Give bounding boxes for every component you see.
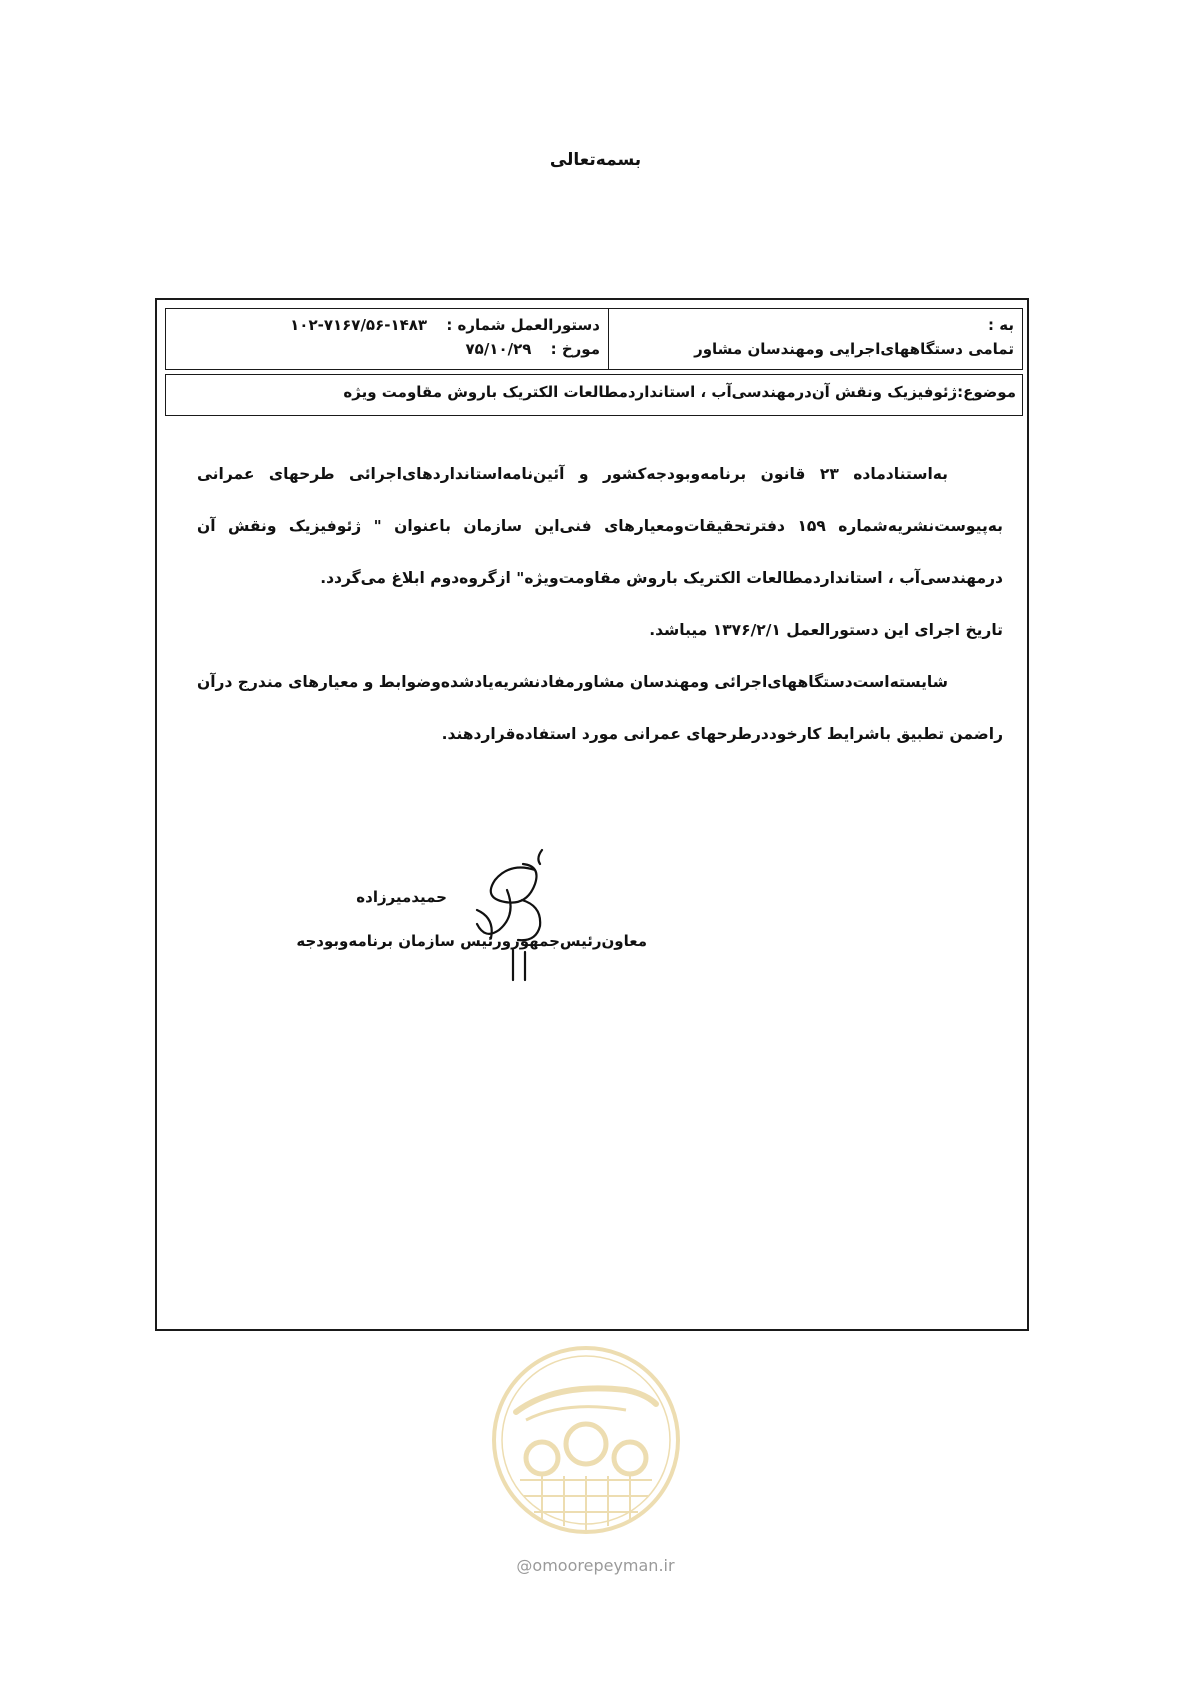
body-paragraph-2: تاریخ اجرای این دستورالعمل ۱۳۷۶/۲/۱ میباشد. xyxy=(649,621,1003,639)
letter-body xyxy=(197,448,1003,760)
signer-title: معاون‌رئیس‌جمهورورئیس سازمان برنامه‌وبودجه xyxy=(296,932,647,950)
order-number-label: دستور‌العمل شماره : xyxy=(446,316,600,334)
recipient-value: تمامی دستگاههای‌اجرایی ومهندسان مشاور xyxy=(694,340,1014,358)
recipient-cell xyxy=(608,309,1022,369)
watermark-site: @omoorepeyman.ir xyxy=(516,1556,675,1575)
body-paragraph-3: شایسته‌است‌دستگاههای‌اجرائی ومهندسان مشاورمفادنشریه‌یادشده‌وضوابط و معیارهای مندرج درآن راضمن تطبیق باشرایط کارخوددرطرحهای عمرانی مورد استفاده‌قراردهند. xyxy=(196,673,1003,743)
signature-block xyxy=(197,840,987,1000)
order-reference-cell xyxy=(166,309,608,369)
order-number-line xyxy=(172,313,600,337)
order-number-value: ۱۰۲-۷۱۶۷/۵۶-۱۴۸۳ xyxy=(290,316,428,334)
body-paragraph-1: به‌استناد‌ماده ۲۳ قانون برنامه‌وبودجه‌کشور و آئین‌نامه‌استانداردهای‌اجرائی طرحهای عمرانی به‌پیوست‌نشریه‌شماره ۱۵۹ دفترتحقیقات‌ومعیارهای فنی‌این سازمان باعنوان " ژئوفیزیک ونقش آن درمهندسی‌آب ، استانداردمطالعات الکتریک باروش مقاومت‌ویژه" ازگروه‌دوم ابلاغ می‌گردد. xyxy=(197,465,1003,587)
letter-header xyxy=(165,308,1023,370)
order-date-value: ۷۵/۱۰/۲۹ xyxy=(465,340,532,358)
subject-line: موضوع:ژئوفیزیک ونقش آن‌در‌مهندسی‌آب ، استاندارد‌مطالعات الکتریک باروش مقاومت ویژه xyxy=(165,374,1023,416)
recipient-label: به : xyxy=(988,316,1014,334)
signer-name: حمیدمیرزاده xyxy=(356,888,447,906)
order-date-line xyxy=(172,337,600,361)
letter-frame xyxy=(155,298,1029,1331)
handwritten-signature-icon xyxy=(447,840,567,990)
invocation-heading: بسمه‌تعالی xyxy=(549,150,642,170)
order-date-label: مورخ : xyxy=(550,340,600,358)
omoorepeyman-logo-icon xyxy=(486,1340,686,1540)
